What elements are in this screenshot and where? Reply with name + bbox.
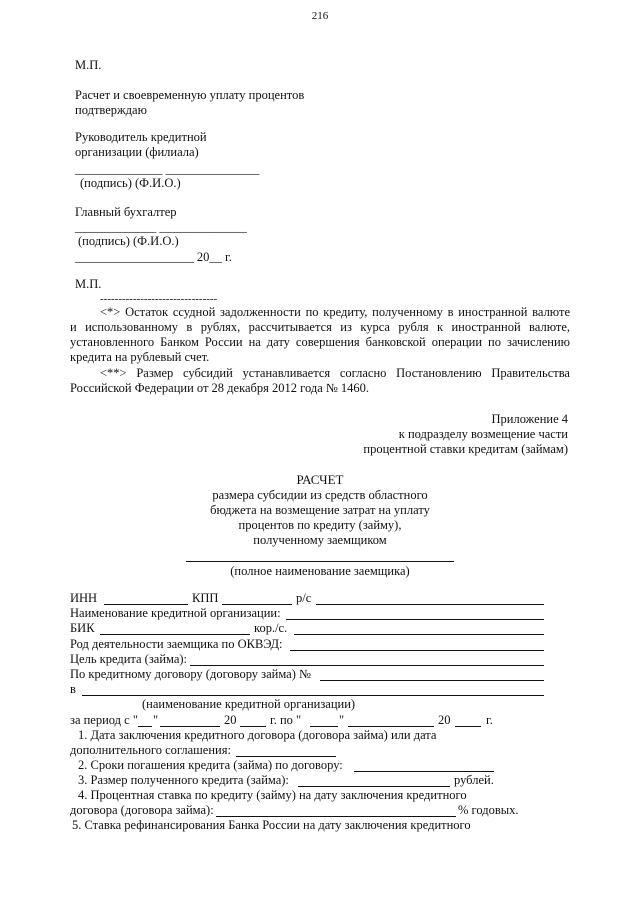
period-from-label: за период с ": [70, 713, 138, 727]
period-to-label: г. по ": [270, 713, 302, 727]
item-4-line-1: 4. Процентная ставка по кредиту (займу) на дату заключения кредитного: [78, 788, 467, 802]
period-year-2: 20: [438, 713, 451, 727]
inn-field[interactable]: [104, 604, 188, 605]
subtitle-line-1: размера субсидии из средств областного: [212, 488, 428, 502]
footnote-1-line-4: кредита на рублевый счет.: [70, 350, 210, 364]
period-year-1: 20: [224, 713, 237, 727]
date-line: ___________________ 20__ г.: [75, 250, 232, 264]
stamp-label: М.П.: [75, 58, 102, 72]
bik-field[interactable]: [100, 634, 250, 635]
footnote-1-line-1: <*> Остаток ссудной задолженности по кредиту, полученному в иностранной валюте: [100, 305, 570, 319]
contract-field[interactable]: [320, 680, 544, 681]
borrower-name-line[interactable]: [186, 561, 454, 562]
footnote-2-line-2: Российской Федерации от 28 декабря 2012 года № 1460.: [70, 381, 370, 395]
period-to-year[interactable]: [455, 726, 481, 727]
bank-name-field[interactable]: [286, 619, 544, 620]
stamp-label-2: М.П.: [75, 277, 102, 291]
period-from-year[interactable]: [240, 726, 266, 727]
appendix-line-2: к подразделу возмещение части: [398, 427, 568, 441]
subtitle-line-2: бюджета на возмещение затрат на уплату: [210, 503, 430, 517]
bank-caption: (наименование кредитной организации): [142, 697, 356, 711]
head-title-2: организации (филиала): [75, 145, 199, 159]
item-2-field[interactable]: [354, 771, 494, 772]
bank-name-label: Наименование кредитной организации:: [70, 606, 281, 620]
okved-field[interactable]: [290, 650, 544, 651]
period-from-day[interactable]: [138, 726, 152, 727]
period-to-day[interactable]: [310, 726, 338, 727]
inn-label: ИНН: [70, 591, 98, 605]
item-3-label: 3. Размер полученного кредита (займа):: [78, 773, 289, 787]
item-1-line-2: дополнительного соглашения:: [70, 743, 231, 757]
item-1-field[interactable]: [236, 756, 336, 757]
borrower-caption: (полное наименование заемщика): [230, 564, 410, 578]
period-end-label: г.: [486, 713, 493, 727]
signature-labels-1: (подпись) (Ф.И.О.): [80, 176, 181, 190]
bank-in-label: в: [70, 682, 76, 696]
signature-line-2: _____________ ______________: [75, 220, 247, 234]
footnote-1-line-3: установленного Банком России на дату совершения банковской операции по зачислению: [70, 335, 570, 349]
period-to-month[interactable]: [348, 726, 434, 727]
subtitle-line-4: полученному заемщиком: [253, 533, 387, 547]
footnote-2-line-1: <**> Размер субсидий устанавливается согласно Постановлению Правительства: [100, 366, 570, 380]
appendix-line-1: Приложение 4: [491, 412, 568, 426]
chief-accountant: Главный бухгалтер: [75, 205, 177, 219]
rs-label: р/с: [296, 591, 312, 605]
bik-label: БИК: [70, 621, 95, 635]
signature-labels-2: (подпись) (Ф.И.О.): [78, 234, 179, 248]
rs-field[interactable]: [316, 604, 544, 605]
purpose-label: Цель кредита (займа):: [70, 652, 188, 666]
item-1-line-1: 1. Дата заключения кредитного договора (договора займа) или дата: [78, 728, 437, 742]
contract-label: По кредитному договору (договору займа) №: [70, 667, 311, 681]
confirm-line-2: подтверждаю: [75, 103, 147, 117]
period-from-month[interactable]: [160, 726, 220, 727]
footnote-separator: --------------------------------: [100, 293, 218, 305]
bank-in-field[interactable]: [82, 695, 544, 696]
period-quote-2: ": [339, 713, 345, 727]
signature-line-1: ______________ _______________: [75, 162, 260, 176]
subtitle-line-3: процентов по кредиту (займу),: [238, 518, 402, 532]
item-4-unit: % годовых.: [458, 803, 519, 817]
kpp-label: КПП: [192, 591, 219, 605]
okved-label: Род деятельности заемщика по ОКВЭД:: [70, 637, 283, 651]
footnote-1-line-2: и использованному в рублях, рассчитывается из курса рубля к иностранной валюте,: [70, 320, 570, 334]
period-quote-1: ": [153, 713, 159, 727]
confirm-line-1: Расчет и своевременную уплату процентов: [75, 88, 305, 102]
item-3-unit: рублей.: [454, 773, 494, 787]
item-2-label: 2. Сроки погашения кредита (займа) по договору:: [78, 758, 343, 772]
purpose-field[interactable]: [190, 665, 544, 666]
ks-label: кор./с.: [254, 621, 288, 635]
kpp-field[interactable]: [222, 604, 292, 605]
item-4-line-2: договора (договора займа):: [70, 803, 214, 817]
page-number: 216: [311, 10, 329, 22]
appendix-line-3: процентной ставки кредитам (займам): [363, 442, 568, 456]
item-3-field[interactable]: [298, 786, 450, 787]
ks-field[interactable]: [294, 634, 544, 635]
item-4-field[interactable]: [216, 816, 456, 817]
head-title-1: Руководитель кредитной: [75, 130, 207, 144]
item-5-line-1: 5. Ставка рефинансирования Банка России на дату заключения кредитного: [72, 818, 471, 832]
document-title: РАСЧЕТ: [296, 472, 344, 487]
